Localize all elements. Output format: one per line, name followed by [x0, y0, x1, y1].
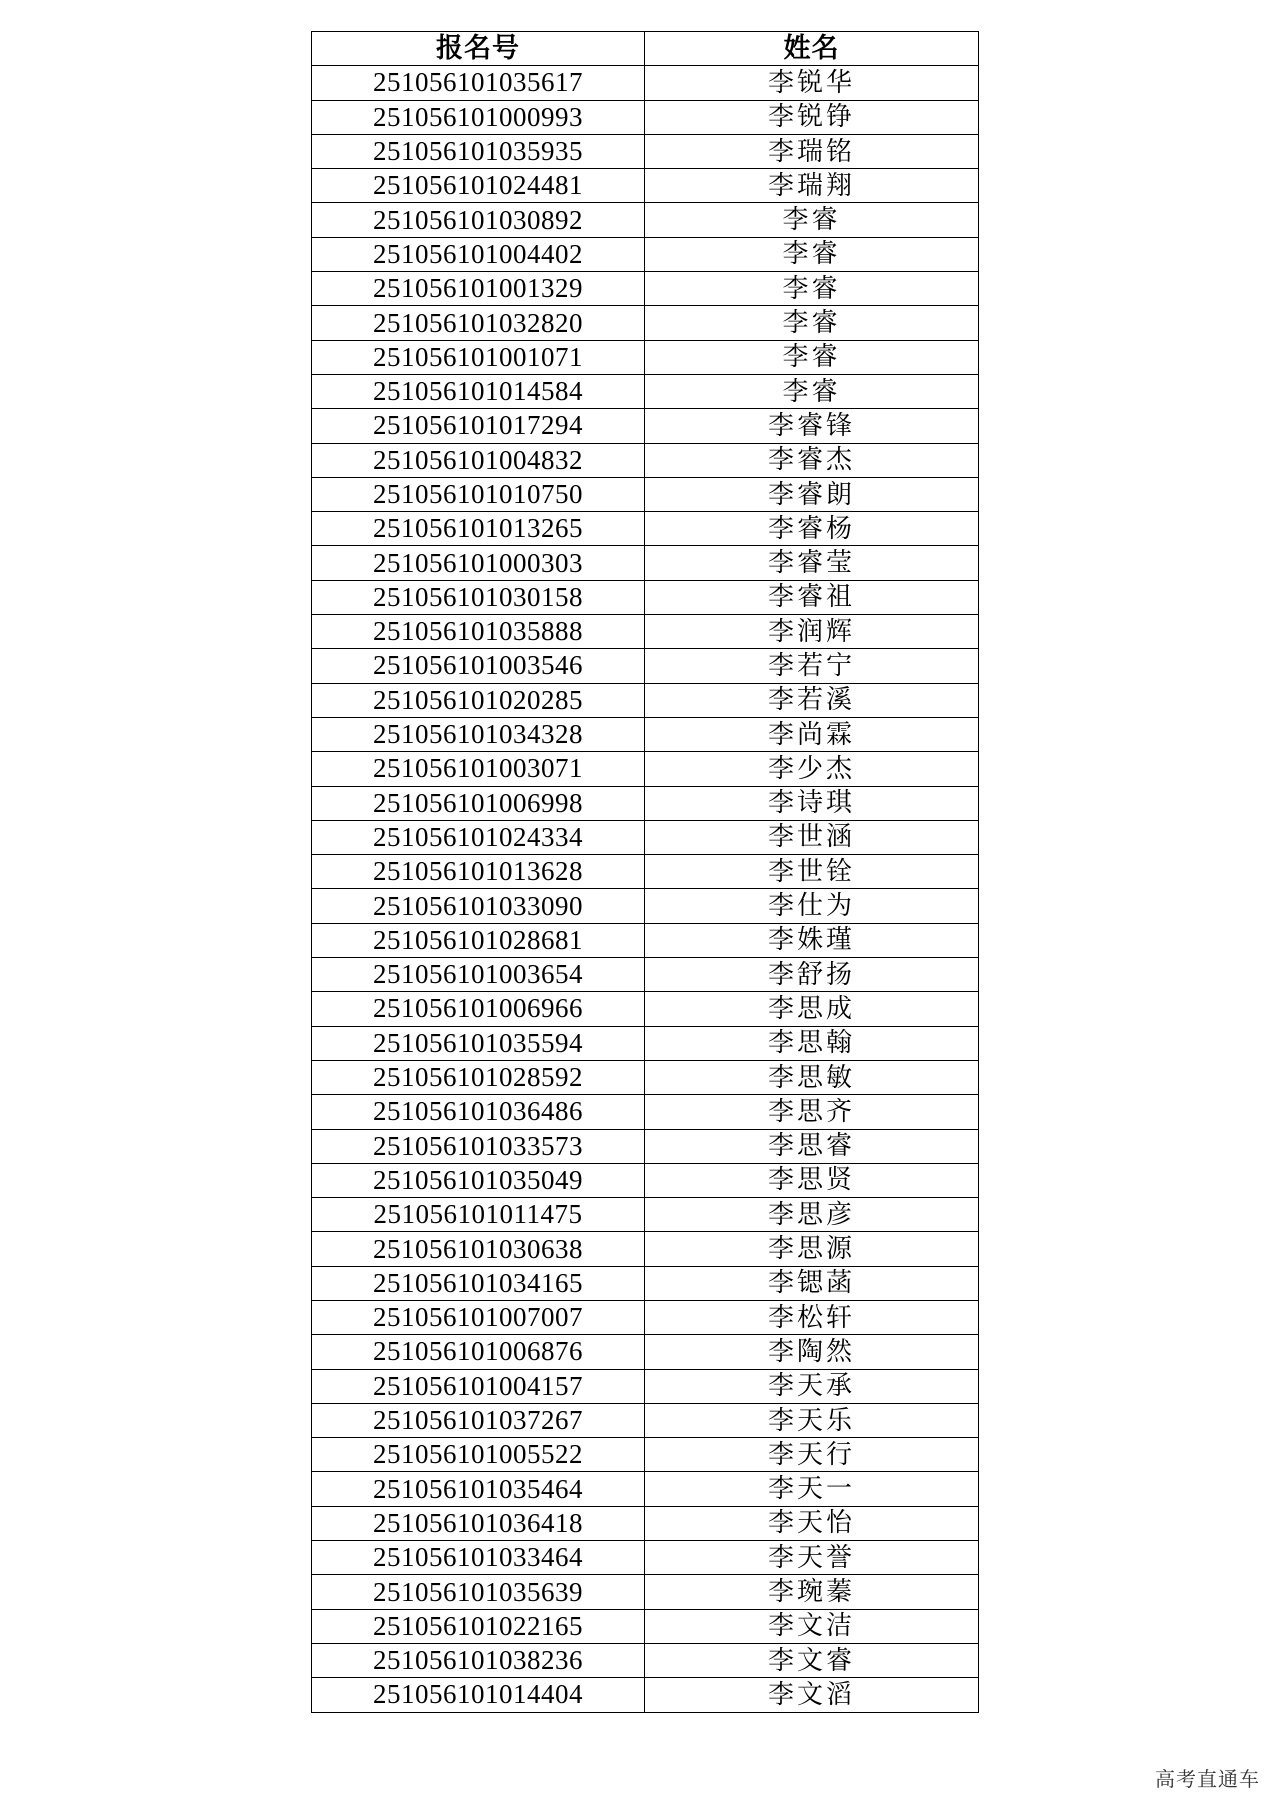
- student-name-cell: 李睿: [645, 306, 979, 340]
- table-row: [312, 923, 979, 957]
- student-name-cell: 李尚霖: [645, 717, 979, 751]
- table-row: [312, 1575, 979, 1609]
- student-name-cell: 李诗琪: [645, 786, 979, 820]
- registration-number-cell: 251056101014584: [312, 374, 645, 408]
- student-name-cell: 李睿祖: [645, 580, 979, 614]
- table-row: [312, 546, 979, 580]
- student-name-cell: 李思敏: [645, 1060, 979, 1094]
- table-row: [312, 855, 979, 889]
- student-name-cell: 李若溪: [645, 683, 979, 717]
- table-row: [312, 340, 979, 374]
- student-name-cell: 李睿朗: [645, 477, 979, 511]
- table-row: [312, 1095, 979, 1129]
- student-name-cell: 李文滔: [645, 1678, 979, 1712]
- table-row: [312, 1198, 979, 1232]
- table-body: [312, 66, 979, 1712]
- student-name-cell: 李仕为: [645, 889, 979, 923]
- registration-number-cell: 251056101032820: [312, 306, 645, 340]
- header-row: [312, 32, 979, 66]
- registration-number-cell: 251056101003654: [312, 958, 645, 992]
- table-row: [312, 683, 979, 717]
- student-name-cell: 李天怡: [645, 1506, 979, 1540]
- registration-number-cell: 251056101010750: [312, 477, 645, 511]
- registration-number-cell: 251056101036418: [312, 1506, 645, 1540]
- table-row: [312, 580, 979, 614]
- table-row: [312, 1300, 979, 1334]
- table-row: [312, 477, 979, 511]
- table-row: [312, 1163, 979, 1197]
- student-name-cell: 李瑞铭: [645, 134, 979, 168]
- registration-number-cell: 251056101034165: [312, 1266, 645, 1300]
- table-row: [312, 134, 979, 168]
- registration-number-cell: 251056101006966: [312, 992, 645, 1026]
- student-name-cell: 李睿: [645, 203, 979, 237]
- registration-number-cell: 251056101013628: [312, 855, 645, 889]
- student-name-cell: 李舒扬: [645, 958, 979, 992]
- registration-number-cell: 251056101030158: [312, 580, 645, 614]
- student-name-cell: 李锐华: [645, 66, 979, 100]
- table-row: [312, 512, 979, 546]
- table-row: [312, 1643, 979, 1677]
- registration-number-cell: 251056101017294: [312, 409, 645, 443]
- table-row: [312, 786, 979, 820]
- table-row: [312, 1266, 979, 1300]
- table-row: [312, 649, 979, 683]
- student-name-cell: 李少杰: [645, 752, 979, 786]
- student-name-cell: 李天一: [645, 1472, 979, 1506]
- registration-number-cell: 251056101035617: [312, 66, 645, 100]
- table-row: [312, 1026, 979, 1060]
- registration-number-cell: 251056101028681: [312, 923, 645, 957]
- registration-number-cell: 251056101013265: [312, 512, 645, 546]
- student-name-cell: 李思源: [645, 1232, 979, 1266]
- registration-number-cell: 251056101011475: [312, 1198, 645, 1232]
- table-row: [312, 1438, 979, 1472]
- table-row: [312, 409, 979, 443]
- registration-number-cell: 251056101014404: [312, 1678, 645, 1712]
- registration-number-cell: 251056101022165: [312, 1609, 645, 1643]
- registration-number-cell: 251056101037267: [312, 1403, 645, 1437]
- registration-number-cell: 251056101028592: [312, 1060, 645, 1094]
- registration-number-cell: 251056101001329: [312, 272, 645, 306]
- table-row: [312, 66, 979, 100]
- registration-number-cell: 251056101033090: [312, 889, 645, 923]
- student-name-cell: 李松轩: [645, 1300, 979, 1334]
- registration-number-cell: 251056101035888: [312, 615, 645, 649]
- student-name-cell: 李思齐: [645, 1095, 979, 1129]
- header-name: 姓名: [645, 32, 979, 66]
- student-name-cell: 李文洁: [645, 1609, 979, 1643]
- registration-number-cell: 251056101003546: [312, 649, 645, 683]
- table-row: [312, 272, 979, 306]
- student-name-cell: 李锐铮: [645, 100, 979, 134]
- registration-number-cell: 251056101035049: [312, 1163, 645, 1197]
- student-name-cell: 李睿: [645, 374, 979, 408]
- registration-number-cell: 251056101006876: [312, 1335, 645, 1369]
- registration-number-cell: 251056101036486: [312, 1095, 645, 1129]
- registration-number-cell: 251056101035935: [312, 134, 645, 168]
- table-row: [312, 1506, 979, 1540]
- header-registration-number: 报名号: [312, 32, 645, 66]
- student-name-cell: 李世铨: [645, 855, 979, 889]
- registration-number-cell: 251056101005522: [312, 1438, 645, 1472]
- table-row: [312, 1129, 979, 1163]
- student-name-cell: 李思成: [645, 992, 979, 1026]
- registration-number-cell: 251056101035594: [312, 1026, 645, 1060]
- student-name-cell: 李世涵: [645, 820, 979, 854]
- registration-number-cell: 251056101034328: [312, 717, 645, 751]
- registration-number-cell: 251056101006998: [312, 786, 645, 820]
- registration-number-cell: 251056101000993: [312, 100, 645, 134]
- registration-number-cell: 251056101003071: [312, 752, 645, 786]
- table-row: [312, 237, 979, 271]
- student-name-cell: 李天乐: [645, 1403, 979, 1437]
- registration-number-cell: 251056101024334: [312, 820, 645, 854]
- student-name-cell: 李天行: [645, 1438, 979, 1472]
- table-row: [312, 1541, 979, 1575]
- student-name-cell: 李文睿: [645, 1643, 979, 1677]
- table-row: [312, 374, 979, 408]
- table-row: [312, 1335, 979, 1369]
- student-name-cell: 李陶然: [645, 1335, 979, 1369]
- student-name-cell: 李思彦: [645, 1198, 979, 1232]
- student-name-cell: 李锶菡: [645, 1266, 979, 1300]
- student-name-cell: 李思睿: [645, 1129, 979, 1163]
- registration-number-cell: 251056101020285: [312, 683, 645, 717]
- table-row: [312, 820, 979, 854]
- student-name-cell: 李天承: [645, 1369, 979, 1403]
- student-name-cell: 李姝瑾: [645, 923, 979, 957]
- table-row: [312, 752, 979, 786]
- table-row: [312, 992, 979, 1026]
- student-name-cell: 李天誉: [645, 1541, 979, 1575]
- table-row: [312, 1472, 979, 1506]
- table-row: [312, 1678, 979, 1712]
- registration-number-cell: 251056101035464: [312, 1472, 645, 1506]
- student-name-cell: 李睿杰: [645, 443, 979, 477]
- student-name-cell: 李睿杨: [645, 512, 979, 546]
- registration-number-cell: 251056101004402: [312, 237, 645, 271]
- table-row: [312, 1403, 979, 1437]
- table-row: [312, 889, 979, 923]
- student-name-cell: 李若宁: [645, 649, 979, 683]
- table-row: [312, 443, 979, 477]
- registration-number-cell: 251056101007007: [312, 1300, 645, 1334]
- table-row: [312, 306, 979, 340]
- registration-number-cell: 251056101038236: [312, 1643, 645, 1677]
- watermark-text: 高考直通车: [1155, 1767, 1260, 1791]
- registration-number-cell: 251056101030892: [312, 203, 645, 237]
- student-name-cell: 李睿: [645, 237, 979, 271]
- table-row: [312, 615, 979, 649]
- student-name-cell: 李睿锋: [645, 409, 979, 443]
- student-name-cell: 李瑞翔: [645, 169, 979, 203]
- roster-table: [311, 31, 979, 1713]
- table-row: [312, 1060, 979, 1094]
- table-row: [312, 100, 979, 134]
- registration-number-cell: 251056101035639: [312, 1575, 645, 1609]
- table-row: [312, 1232, 979, 1266]
- student-name-cell: 李睿: [645, 340, 979, 374]
- registration-number-cell: 251056101033573: [312, 1129, 645, 1163]
- table-row: [312, 169, 979, 203]
- registration-number-cell: 251056101033464: [312, 1541, 645, 1575]
- registration-number-cell: 251056101004832: [312, 443, 645, 477]
- student-name-cell: 李思贤: [645, 1163, 979, 1197]
- table-row: [312, 1609, 979, 1643]
- table-row: [312, 958, 979, 992]
- registration-number-cell: 251056101030638: [312, 1232, 645, 1266]
- registration-number-cell: 251056101024481: [312, 169, 645, 203]
- student-name-cell: 李琬蓁: [645, 1575, 979, 1609]
- registration-number-cell: 251056101001071: [312, 340, 645, 374]
- student-name-cell: 李思翰: [645, 1026, 979, 1060]
- table-row: [312, 717, 979, 751]
- registration-number-cell: 251056101004157: [312, 1369, 645, 1403]
- student-name-cell: 李睿: [645, 272, 979, 306]
- registration-number-cell: 251056101000303: [312, 546, 645, 580]
- student-name-cell: 李睿莹: [645, 546, 979, 580]
- table-row: [312, 1369, 979, 1403]
- student-name-cell: 李润辉: [645, 615, 979, 649]
- table-row: [312, 203, 979, 237]
